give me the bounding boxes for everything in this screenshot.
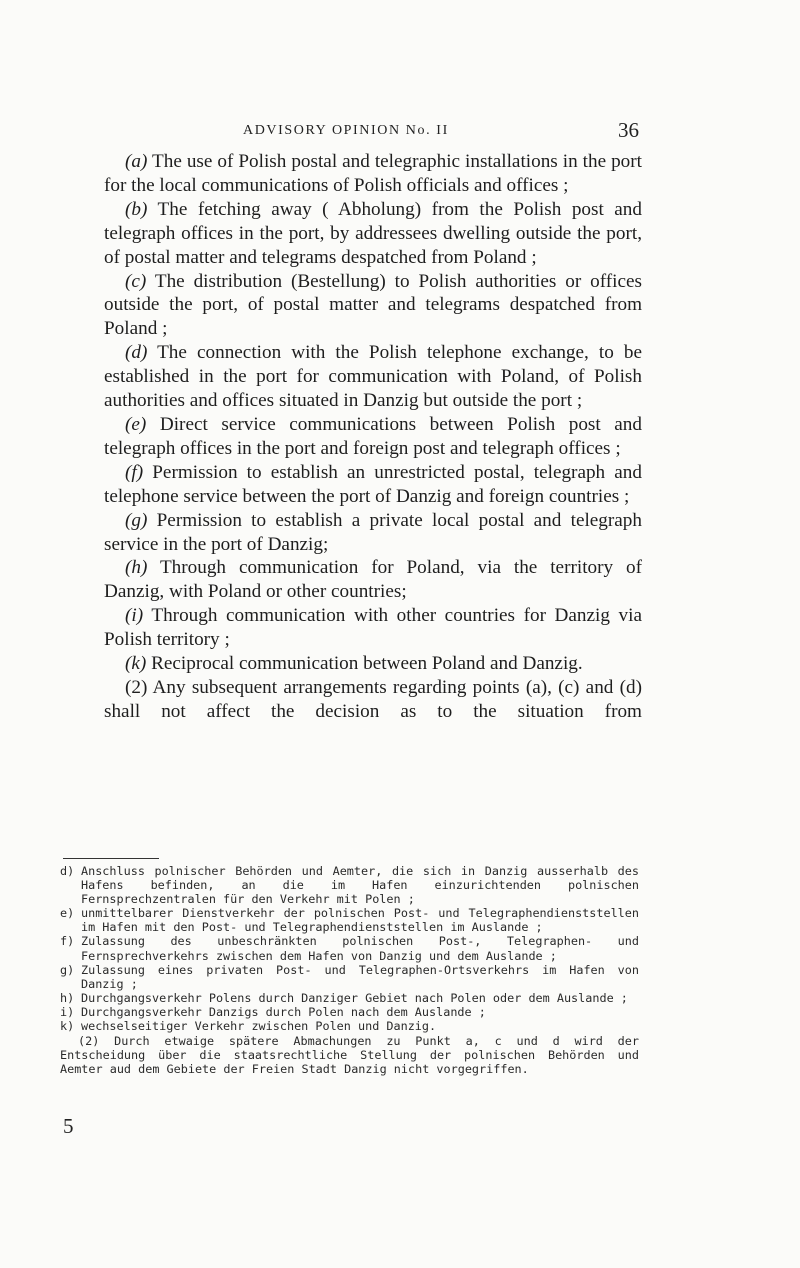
paragraph-text: The use of Polish postal and telegraphic installations in the port for the local communications of Polish officials and offices ; (104, 151, 642, 196)
paragraph-label: (h) (125, 557, 148, 579)
paragraph-label: (c) (125, 270, 147, 292)
paragraph-label: (e) (125, 413, 147, 435)
paragraph-h (104, 556, 642, 604)
footnote-label: d) (60, 864, 75, 878)
paragraph-text: Reciprocal communication between Poland and Danzig. (146, 653, 583, 675)
paragraph-text: Any subsequent arrangements regarding points (a), (c) and (d) shall not affect the decision as to the situation from (104, 676, 642, 722)
footnote-label: h) (60, 990, 75, 1005)
footnotes (60, 864, 639, 1076)
main-text (104, 150, 642, 724)
footnote-label: e) (60, 906, 75, 921)
footnote-label: i) (60, 1004, 75, 1019)
footnote-label: g) (60, 962, 75, 977)
paragraph-text: Direct service communications between Polish post and telegraph offices in the port and foreign post and telegraph offices ; (104, 413, 642, 459)
paragraph-text: Permission to establish a private local postal and telegraph service in the port of Danzig; (104, 509, 642, 555)
paragraph-d (104, 341, 642, 413)
running-title: ADVISORY OPINION No. II (243, 123, 449, 138)
paragraph-label: (i) (125, 605, 144, 627)
paragraph-label: (b) (125, 198, 148, 220)
paragraph-text: Through communication with other countries for Danzig via Polish territory ; (104, 605, 642, 651)
footnote-text: Durchgangsverkehr Danzigs durch Polen nach dem Auslande ; (81, 1004, 486, 1019)
signature-mark: 5 (63, 1114, 74, 1138)
paragraph-label: (d) (125, 342, 148, 364)
paragraph-label: (2) (125, 676, 148, 698)
footnote-d (60, 864, 639, 906)
footnote-text: Durchgangsverkehr Polens durch Danziger Gebiet nach Polen oder dem Auslande ; (81, 990, 628, 1005)
paragraph-e (104, 413, 642, 461)
footnote-i (60, 1005, 639, 1019)
footnote-text: wechselseitiger Verkehr zwischen Polen und Danzig. (81, 1019, 437, 1034)
paragraph-label: (f) (125, 461, 144, 483)
footnote-k (60, 1019, 639, 1033)
paragraph-k (104, 652, 642, 676)
paragraph-text: The connection with the Polish telephone exchange, to be established in the port for communication with Poland, of Polish authorities and offices situated in Danzig but outside the port ; (104, 342, 642, 412)
footnote-text: Anschluss polnischer Behörden und Aemter, die sich in Danzig ausserhalb des Hafens befinden, an die im Hafen einzurichtenden polnischen Fernsprechzentralen für den Verkehr mit Polen ; (81, 864, 639, 907)
paragraph-g (104, 509, 642, 557)
page-number: 36 (618, 118, 639, 142)
footnote-label: k) (60, 1019, 75, 1034)
paragraph-2 (104, 676, 642, 724)
paragraph-i (104, 604, 642, 652)
footnote-e (60, 906, 639, 934)
paragraph-text: The distribution (Bestellung) to Polish authorities or offices outside the port, of postal matter and telegrams despatched from Poland ; (104, 270, 642, 340)
paragraph-label: (k) (125, 653, 147, 675)
paragraph-label: (g) (125, 509, 148, 531)
paragraph-b (104, 198, 642, 270)
footnote-g (60, 963, 639, 991)
paragraph-text: The fetching away ( Abholung) from the Polish post and telegraph offices in the port, by addressees dwelling outside the port, of postal matter and telegrams despatched from Poland ; (104, 198, 642, 268)
paragraph-label: (a) (125, 151, 148, 172)
paragraph-c (104, 270, 642, 342)
footnote-text: Zulassung eines privaten Post- und Telegraphen-Ortsverkehrs im Hafen von Danzig ; (81, 962, 639, 991)
footnote-h (60, 991, 639, 1005)
footnote-rule (63, 858, 159, 859)
footnote-label: f) (60, 934, 75, 949)
page-header (0, 118, 800, 148)
footnote-f (60, 934, 639, 962)
paragraph-text: Permission to establish an unrestricted postal, telegraph and telephone service between the port of Danzig and foreign countries ; (104, 461, 642, 507)
footnote-text: unmittelbarer Dienstverkehr der polnischen Post- und Telegraphendienststellen im Hafen mit den Post- und Telegraphendienststellen im Auslande ; (81, 906, 639, 935)
paragraph-a (104, 150, 642, 198)
footnote-closing: (2) Durch etwaige spätere Abmachungen zu Punkt a, c und d wird der Entscheidung über die staatsrechtliche Stellung der polnischen Behörden und Aemter aud dem Gebiete der Freien Stadt Danzig nicht vorgegriffen. (60, 1034, 639, 1077)
paragraph-f (104, 461, 642, 509)
paragraph-text: Through communication for Poland, via the territory of Danzig, with Poland or other countries; (104, 557, 642, 603)
footnote-text: Zulassung des unbeschränkten polnischen Post-, Telegraphen- und Fernsprechverkehrs zwischen dem Hafen von Danzig und dem Auslande ; (81, 934, 639, 963)
